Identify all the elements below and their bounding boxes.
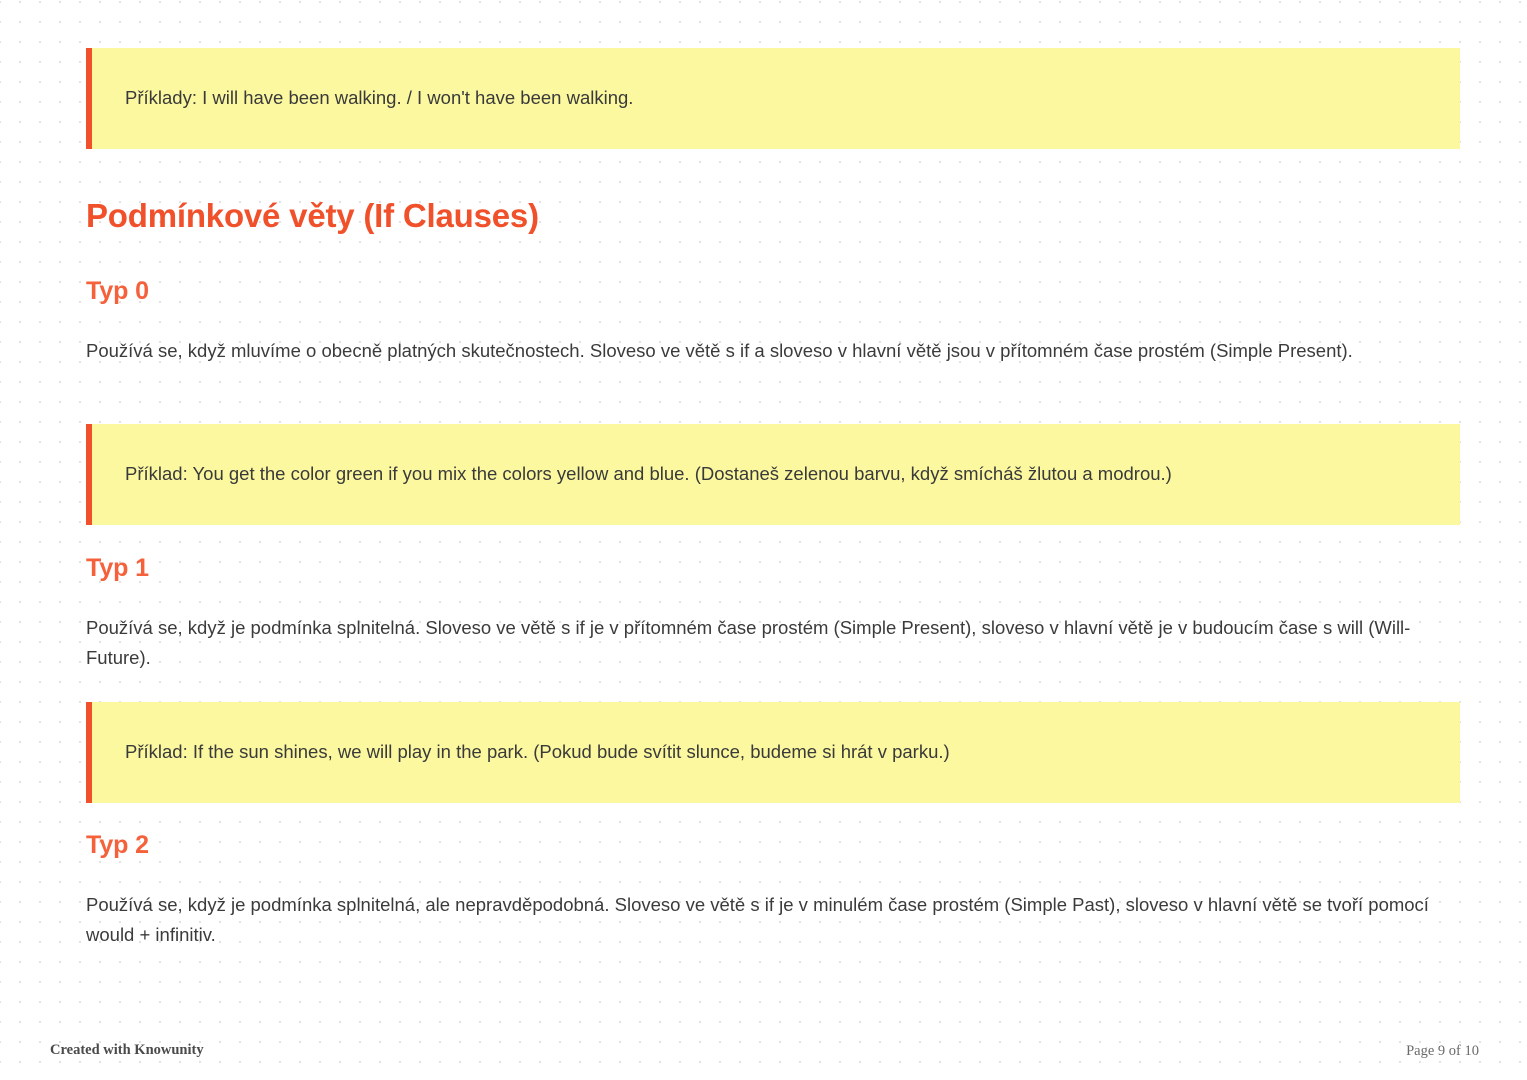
example-callout-text: Příklad: You get the color green if you mix the colors yellow and blue. (Dostaneš zelenou barvu, když smícháš žlutou a modrou.) <box>125 463 1172 485</box>
footer-credit: Created with Knowunity <box>50 1042 204 1058</box>
paragraph-typ-0: Používá se, když mluvíme o obecně platných skutečnostech. Sloveso ve větě s if a sloveso v hlavní větě jsou v přítomném čase prostém (Simple Present). <box>86 340 1353 361</box>
example-callout-perfect-continuous <box>86 48 1460 149</box>
example-callout-text: Příklad: If the sun shines, we will play in the park. (Pokud bude svítit slunce, budeme si hrát v parku.) <box>125 741 950 763</box>
example-callout-typ-0 <box>86 424 1460 525</box>
footer-page-number: Page 9 of 10 <box>1406 1043 1479 1059</box>
subheading-typ-0: Typ 0 <box>86 277 149 305</box>
section-heading-if-clauses: Podmínkové věty (If Clauses) <box>86 197 539 234</box>
document-content <box>86 0 1460 1010</box>
paragraph-typ-2: Používá se, když je podmínka splnitelná, ale nepravděpodobná. Sloveso ve větě s if je v minulém čase prostém (Simple Past), sloveso v hlavní větě se tvoří pomocí would + infinitiv. <box>86 894 1429 945</box>
subheading-typ-1: Typ 1 <box>86 554 149 582</box>
example-callout-text: Příklady: I will have been walking. / I won't have been walking. <box>125 87 634 109</box>
subheading-typ-2: Typ 2 <box>86 831 149 859</box>
example-callout-typ-1 <box>86 702 1460 803</box>
paragraph-typ-1: Používá se, když je podmínka splnitelná. Sloveso ve větě s if je v přítomném čase prostém (Simple Present), sloveso v hlavní větě je v budoucím čase s will (Will-Future). <box>86 617 1411 668</box>
